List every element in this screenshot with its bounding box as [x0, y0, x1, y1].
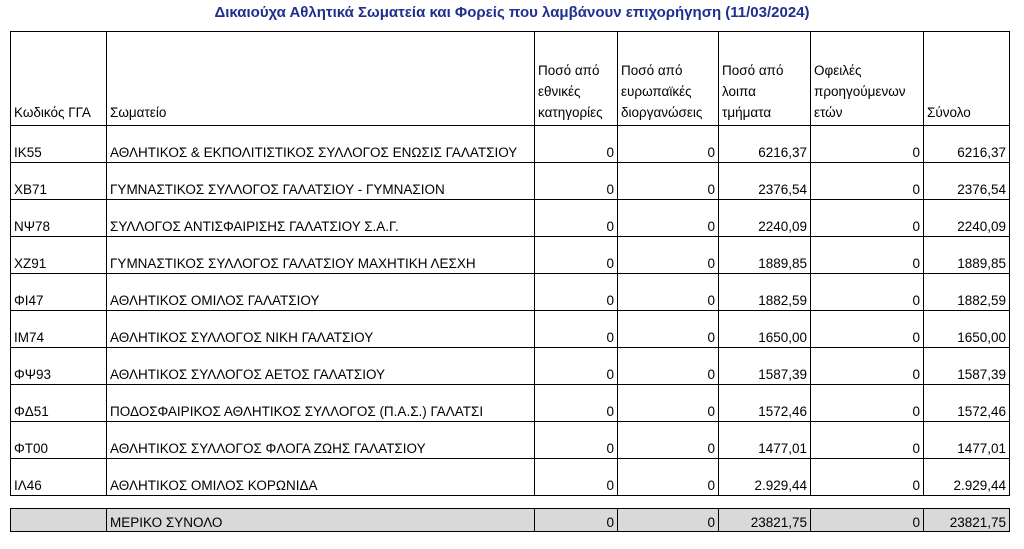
table-row — [11, 385, 1010, 422]
cell-club: ΓΥΜΝΑΣΤΙΚΟΣ ΣΥΛΛΟΓΟΣ ΓΑΛΑΤΣΙΟΥ ΜΑΧΗΤΙΚΗ ΛΕΣΧΗ — [107, 237, 535, 274]
cell-code: ΦΙ47 — [11, 274, 107, 311]
cell-other: 2.929,44 — [719, 459, 811, 496]
cell-other: 1889,85 — [719, 237, 811, 274]
cell-club: ΠΟΔΟΣΦΑΙΡΙΚΟΣ ΑΘΛΗΤΙΚΟΣ ΣΥΛΛΟΓΟΣ (Π.Α.Σ.) ΓΑΛΑΤΣΙ — [107, 385, 535, 422]
cell-debts: 0 — [811, 163, 924, 200]
cell-national: 0 — [535, 385, 618, 422]
cell-debts: 0 — [811, 459, 924, 496]
cell-national: 0 — [535, 348, 618, 385]
cell-club: ΑΘΛΗΤΙΚΟΣ ΣΥΛΛΟΓΟΣ ΑΕΤΟΣ ΓΑΛΑΤΣΙΟΥ — [107, 348, 535, 385]
cell-code: ΙΜ74 — [11, 311, 107, 348]
table-row — [11, 274, 1010, 311]
cell-total: 1477,01 — [924, 422, 1010, 459]
table-row — [11, 163, 1010, 200]
cell-debts: 0 — [811, 274, 924, 311]
cell-code: ΧΒ71 — [11, 163, 107, 200]
cell-european: 0 — [618, 274, 719, 311]
cell-debts: 0 — [811, 200, 924, 237]
cell-club: ΣΥΛΛΟΓΟΣ ΑΝΤΙΣΦΑΙΡΙΣΗΣ ΓΑΛΑΤΣΙΟΥ Σ.Α.Γ. — [107, 200, 535, 237]
cell-european: 0 — [618, 385, 719, 422]
cell-other: 1650,00 — [719, 311, 811, 348]
cell-european: 0 — [618, 163, 719, 200]
cell-national: 0 — [535, 126, 618, 163]
header-total: Σύνολο — [924, 32, 1010, 126]
cell-total: 1882,59 — [924, 274, 1010, 311]
cell-code: ΙΛ46 — [11, 459, 107, 496]
cell-other: 6216,37 — [719, 126, 811, 163]
header-debts: Οφειλές προηγούμενων ετών — [811, 32, 924, 126]
cell-club: ΑΘΛΗΤΙΚΟΣ ΣΥΛΛΟΓΟΣ ΝΙΚΗ ΓΑΛΑΤΣΙΟΥ — [107, 311, 535, 348]
cell-code: ΦΨ93 — [11, 348, 107, 385]
table-row — [11, 126, 1010, 163]
totals-national: 0 — [535, 509, 618, 532]
header-club: Σωματείο — [107, 32, 535, 126]
cell-code: ΝΨ78 — [11, 200, 107, 237]
cell-national: 0 — [535, 422, 618, 459]
totals-label: ΜΕΡΙΚΟ ΣΥΝΟΛΟ — [107, 509, 535, 532]
header-national: Ποσό από εθνικές κατηγορίες — [535, 32, 618, 126]
cell-other: 1572,46 — [719, 385, 811, 422]
cell-total: 6216,37 — [924, 126, 1010, 163]
cell-national: 0 — [535, 200, 618, 237]
cell-debts: 0 — [811, 422, 924, 459]
grants-table — [10, 31, 1010, 496]
table-row — [11, 348, 1010, 385]
cell-national: 0 — [535, 163, 618, 200]
cell-code: ΦΤ00 — [11, 422, 107, 459]
cell-european: 0 — [618, 348, 719, 385]
cell-national: 0 — [535, 311, 618, 348]
totals-code — [11, 509, 107, 532]
cell-total: 2240,09 — [924, 200, 1010, 237]
cell-club: ΑΘΛΗΤΙΚΟΣ ΟΜΙΛΟΣ ΚΟΡΩΝΙΔΑ — [107, 459, 535, 496]
cell-club: ΑΘΛΗΤΙΚΟΣ ΣΥΛΛΟΓΟΣ ΦΛΟΓΑ ΖΩΗΣ ΓΑΛΑΤΣΙΟΥ — [107, 422, 535, 459]
cell-european: 0 — [618, 459, 719, 496]
table-row — [11, 459, 1010, 496]
cell-other: 2376,54 — [719, 163, 811, 200]
cell-european: 0 — [618, 200, 719, 237]
cell-other: 1882,59 — [719, 274, 811, 311]
cell-total: 1572,46 — [924, 385, 1010, 422]
cell-club: ΑΘΛΗΤΙΚΟΣ & ΕΚΠΟΛΙΤΙΣΤΙΚΟΣ ΣΥΛΛΟΓΟΣ ΕΝΩΣΙΣ ΓΑΛΑΤΣΙΟΥ — [107, 126, 535, 163]
cell-european: 0 — [618, 126, 719, 163]
cell-national: 0 — [535, 274, 618, 311]
totals-row — [11, 509, 1010, 532]
cell-european: 0 — [618, 422, 719, 459]
header-european: Ποσό από ευρωπαϊκές διοργανώσεις — [618, 32, 719, 126]
cell-total: 1587,39 — [924, 348, 1010, 385]
cell-code: ΦΔ51 — [11, 385, 107, 422]
table-row — [11, 200, 1010, 237]
cell-debts: 0 — [811, 348, 924, 385]
cell-debts: 0 — [811, 385, 924, 422]
cell-european: 0 — [618, 311, 719, 348]
cell-total: 2376,54 — [924, 163, 1010, 200]
cell-other: 1477,01 — [719, 422, 811, 459]
cell-european: 0 — [618, 237, 719, 274]
cell-other: 2240,09 — [719, 200, 811, 237]
totals-other: 23821,75 — [719, 509, 811, 532]
page-title: Δικαιούχα Αθλητικά Σωματεία και Φορείς που λαμβάνουν επιχορήγηση (11/03/2024) — [214, 4, 810, 21]
totals-debts: 0 — [811, 509, 924, 532]
header-row — [11, 32, 1010, 126]
cell-club: ΓΥΜΝΑΣΤΙΚΟΣ ΣΥΛΛΟΓΟΣ ΓΑΛΑΤΣΙΟΥ - ΓΥΜΝΑΣΙΟΝ — [107, 163, 535, 200]
totals-european: 0 — [618, 509, 719, 532]
table-row — [11, 311, 1010, 348]
totals-total: 23821,75 — [924, 509, 1010, 532]
header-other: Ποσό από λοιπα τμήματα — [719, 32, 811, 126]
cell-other: 1587,39 — [719, 348, 811, 385]
cell-code: ΙΚ55 — [11, 126, 107, 163]
table-row — [11, 237, 1010, 274]
cell-club: ΑΘΛΗΤΙΚΟΣ ΟΜΙΛΟΣ ΓΑΛΑΤΣΙΟΥ — [107, 274, 535, 311]
totals-table — [10, 508, 1010, 532]
table-row — [11, 422, 1010, 459]
cell-national: 0 — [535, 459, 618, 496]
cell-total: 1650,00 — [924, 311, 1010, 348]
cell-debts: 0 — [811, 126, 924, 163]
cell-code: ΧΖ91 — [11, 237, 107, 274]
cell-total: 2.929,44 — [924, 459, 1010, 496]
cell-national: 0 — [535, 237, 618, 274]
cell-debts: 0 — [811, 237, 924, 274]
header-code: Κωδικός ΓΓΑ — [11, 32, 107, 126]
cell-total: 1889,85 — [924, 237, 1010, 274]
cell-debts: 0 — [811, 311, 924, 348]
